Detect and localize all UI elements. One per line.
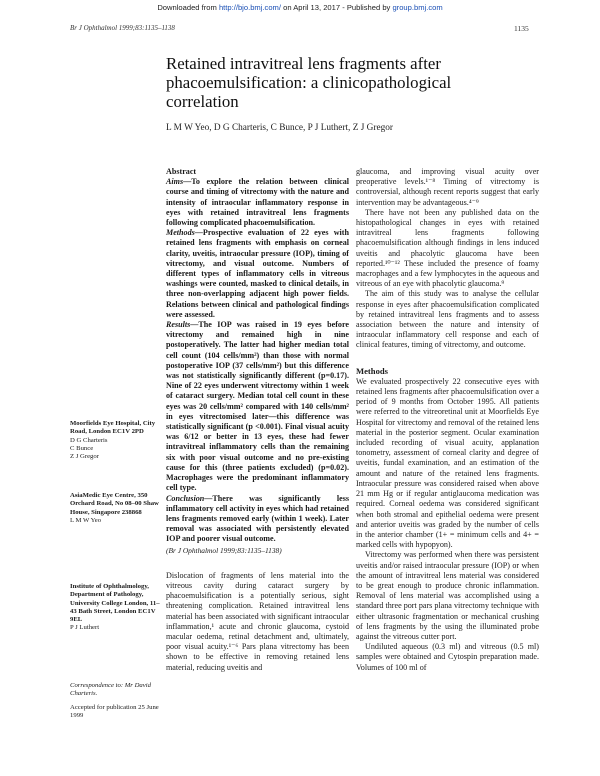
affiliation-name: Moorfields Eye Hospital, City Road, London EC1V 2PD <box>70 420 156 436</box>
affiliation-name: AsiaMedic Eye Centre, 350 Orchard Road, No 08–00 Shaw House, Singapore 238868 <box>70 492 159 516</box>
download-middle: on April 13, 2017 - Published by <box>281 3 393 12</box>
page-number: 1135 <box>514 24 529 33</box>
abstract-aims <box>166 177 349 228</box>
affiliation-asiamedic <box>70 492 162 525</box>
publisher-link[interactable]: group.bmj.com <box>392 3 443 12</box>
author-list: L M W Yeo, D G Charteris, C Bunce, P J Luthert, Z J Gregor <box>166 123 393 133</box>
intro-paragraph: There have not been any published data on the histopathological changes in eyes with retained intravitreal lens fragments following phacoemulsification although findings in lens induced uveitis and phacolytic glaucoma have been reported.¹⁰⁻¹² These included the presence of foamy macrophages and a few lymphocytes in the aqueous and vitreous of an eye with phacolytic glaucoma.⁹ <box>356 207 539 289</box>
affiliation-person: C Bunce <box>70 444 94 452</box>
correspondence-text: Correspondence to: Mr David Charteris. <box>70 682 151 698</box>
methods-text: —Prospective evaluation of 22 eyes with retained lens fragments with emphasis on corneal clarity, uveitis, intraocular pressure (IOP), timing of vitrectomy, and visual outcome. Numbers of different types of inflammatory cells in vitreous washings were counted, masked to clinical details, in three non-overlapping adjacent high power fields. Relations between clinical and pathological findings were assessed. <box>166 228 349 319</box>
methods-heading: Methods <box>356 365 388 376</box>
article-title: Retained intravitreal lens fragments after phacoemulsification: a clinicopathological correlation <box>166 54 452 111</box>
methods-label: Methods <box>166 228 195 238</box>
abstract-results <box>166 320 349 493</box>
affiliation-moorfields <box>70 420 162 461</box>
methods-paragraph: We evaluated prospectively 22 consecutive eyes with retained lens fragments after phacoemulsification over a period of 9 months from October 1995. All patients were referred to the vitreoretinal unit at Moorfields Eye Hospital for vitrectomy and removal of the retained lens material in the posterior segment. Ocular examination included recording of visual acuity, applanation tonometry, assessment of corneal clarity and degree of uveitis, fundal examination, and an estimation of the amount and nature of the retained lens fragments. Intraocular pressure was considered raised when above 21 mm Hg or if regular antiglaucoma medication was required. Corneal oedema was considered significant when both stromal and epithelial oedema were present and anterior uveitis was graded by the number of cells in the anterior chamber (1+ = minimum cells and 4+ = marked cells with hypopyon). <box>356 376 539 550</box>
affiliation-person: Z J Gregor <box>70 453 99 461</box>
affiliation-person: L M W Yeo <box>70 516 102 524</box>
affiliation-name: Institute of Ophthalmology, Department of Pathology, University College London, 11–43 Bath Street, London EC1V 9EL <box>70 583 160 624</box>
intro-paragraph: The aim of this study was to analyse the cellular response in eyes after phacoemulsification complicated by retained intravitreal lens fragments and to assess association between the nature and intensity of intraocular inflammatory cell response and each of clinical features, timing of vitrectomy, and outcome. <box>356 289 539 350</box>
accepted-date: Accepted for publication 25 June 1999 <box>70 704 159 720</box>
results-text: —The IOP was raised in 19 eyes before vitrectomy and remained high in nine postoperatively. The latter had higher median total cell count (104 cells/mm²) than those with normal postoperative IOP (37 cells/mm²) but this difference was not statistically significantly different (p=0.17). Nine of 22 eyes underwent vitrectomy within 1 week of cataract surgery. Median total cell count in these eyes was 20 cells/mm² compared with 140 cells/mm² in eyes vitrectomised later—this difference was statistically significant (p <0.001). Final visual acuity was 6/12 or better in 13 eyes, these had fewer intravitreal inflammatory cells than the remaining six with poor visual outcome and no pre-existing cause for this (three patients excluded) (p=0.02). Macrophages were the predominant inflammatory cell type. <box>166 320 349 493</box>
methods-paragraph: Vitrectomy was performed when there was persistent uveitis and/or raised intraocular pressure (IOP) or when the amount of intravitreal lens material was considered to be great enough to produce chronic inflammation. Removal of lens material was accomplished using a standard three port pars plana vitrectomy technique with either ultrasonic fragmentation or mechanical crushing of lens fragments by the using the illuminated probe against the vitreous cutter port. <box>356 550 539 641</box>
affiliation-institute <box>70 583 162 633</box>
acceptance-note <box>70 704 162 721</box>
methods-paragraph: Undiluted aqueous (0.3 ml) and vitreous (0.5 ml) samples were obtained and Cytospin preparation made. Volumes of 100 ml of <box>356 642 539 672</box>
right-column <box>356 167 539 673</box>
abstract-conclusion <box>166 494 349 545</box>
abstract-methods <box>166 228 349 320</box>
download-prefix: Downloaded from <box>157 3 219 12</box>
intro-paragraph-continued: glaucoma, and improving visual acuity over preoperative levels.¹⁻⁸ Timing of vitrectomy is controversial, although recent reports suggest that early intervention may be advantageous.⁴⁻⁹ <box>356 167 539 207</box>
conclusion-text: —There was significantly less inflammatory cell activity in eyes which had retained lens fragments removed early (within 1 week). Later removal was associated with persistently elevated IOP and poorer visual outcome. <box>166 493 349 544</box>
abstract-citation: (Br J Ophthalmol 1999;83:1135–1138) <box>166 545 282 555</box>
section-gap <box>356 351 539 366</box>
aims-text: —To explore the relation between clinical course and timing of vitrectomy with the nature and intensity of intraocular inflammatory response in eyes with retained intravitreal lens fragments following complicated phacoemulsification. <box>166 177 349 228</box>
intro-paragraph: Dislocation of fragments of lens material into the vitreous cavity during cataract surgery by phacoemulsification is a potentially serious, sight threatening complication. Retained intravitreal lens material has been associated with significant intraocular inflammation,¹ acute and chronic glaucoma, cystoid macular oedema, retinal detachment and, ultimately, poor visual acuity.¹⁻⁶ Pars plana vitrectomy has been shown to be effective in removing retained lens material, reducing uveitis and <box>166 570 349 672</box>
download-banner <box>0 3 600 12</box>
intro-left <box>166 571 349 673</box>
left-column <box>166 167 349 673</box>
abstract-heading: Abstract <box>166 167 197 176</box>
affiliation-person: P J Luthert <box>70 624 100 632</box>
aims-label: Aims <box>166 177 184 187</box>
correspondence-note <box>70 682 162 699</box>
conclusion-label: Conclusion <box>166 493 205 503</box>
affiliation-person: D G Charteris <box>70 436 108 444</box>
journal-reference: Br J Ophthalmol 1999;83:1135–1138 <box>70 24 175 32</box>
section-gap <box>166 556 349 571</box>
abstract <box>166 167 349 556</box>
results-label: Results <box>166 320 191 330</box>
source-link[interactable]: http://bjo.bmj.com/ <box>218 3 281 12</box>
